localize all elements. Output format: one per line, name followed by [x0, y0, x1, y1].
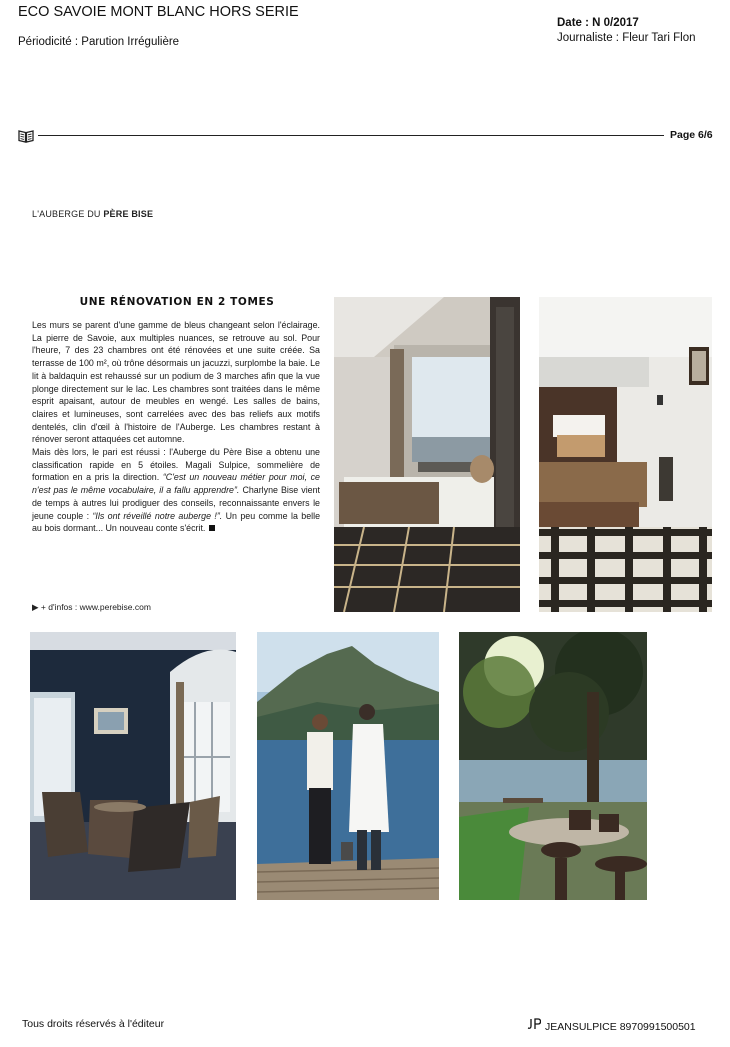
book-icon — [18, 129, 34, 143]
paragraph-2-b: Charlyne Bise vient de temps à autres lui prodiguer des conseils, reconnaissante envers le jeune couple : — [32, 485, 321, 521]
brand-name: PÈRE BISE — [103, 209, 154, 219]
photo-bedroom-headboard — [539, 297, 712, 612]
photo-bedroom-window — [334, 297, 520, 612]
section-title: UNE RÉNOVATION EN 2 TOMES — [79, 296, 275, 308]
publication-title: ECO SAVOIE MONT BLANC HORS SERIE — [18, 4, 299, 20]
photo-lounge — [30, 632, 236, 900]
photo-couple-pier — [257, 632, 439, 900]
periodicity: Périodicité : Parution Irrégulière — [18, 36, 180, 48]
quote-charlyne: “Ils ont réveillé notre auberge !”. — [92, 510, 223, 521]
footer-code — [527, 1018, 696, 1033]
paragraph-2-c: Un peu comme la belle au bois dormant... Un nouveau conte s'écrit. — [32, 510, 321, 534]
paragraph-2-a: Mais dès lors, le pari est réussi : l'Auberge du Père Bise a obtenu une classification rapide en 5 étoiles. Magali Sulpice, sommelière de formation en a pris la direction. — [32, 447, 320, 483]
paragraph-1: Les murs se parent d'une gamme de bleus changeant selon l'éclairage. La pierre de Savoie, aux multiples nuances, se retrouve au sol. Pour l'heure, 7 des 23 chambres ont été rénovées et une suite créée. Sa terrasse de 100 m², où trône désormais un jacuzzi, surplombe la baie. Le lit à baldaquin est rehaussé sur un podium de 3 marches afin que la vue plonge directement sur le lac. Les chambres sont traitées dans le même esprit apaisant, autour de meubles en wengé. Les salles de bains, claires et lumineuses, sont carrelées avec des bas reliefs aux motifs dentelés, clin d'œil à l'histoire de l'Auberge. Les chambres restant à rénover seront attaquées cet automne. — [32, 320, 320, 445]
article-body — [32, 319, 320, 535]
paragraph-2 — [32, 446, 320, 535]
page-number: Page 6/6 — [670, 129, 713, 141]
brand-prefix: L'AUBERGE DU — [32, 209, 101, 219]
jp-logo-icon — [527, 1018, 541, 1033]
photo-terrace-garden — [459, 632, 647, 900]
footer-code-text: JEANSULPICE 8970991500501 — [545, 1021, 696, 1033]
issue-date: Date : N 0/2017 — [557, 17, 639, 29]
end-of-article-mark — [209, 525, 215, 531]
journalist: Journaliste : Fleur Tari Flon — [557, 32, 696, 44]
header-rule — [38, 135, 664, 136]
more-info-link[interactable]: ▶ + d'infos : www.perebise.com — [32, 602, 151, 612]
footer-rights: Tous droits réservés à l'éditeur — [22, 1018, 165, 1030]
quote-magali: “C'est un nouveau métier pour moi, ce n'est pas le même vocabulaire, il a fallu apprendre”. — [32, 472, 320, 496]
brand-line — [32, 209, 153, 219]
